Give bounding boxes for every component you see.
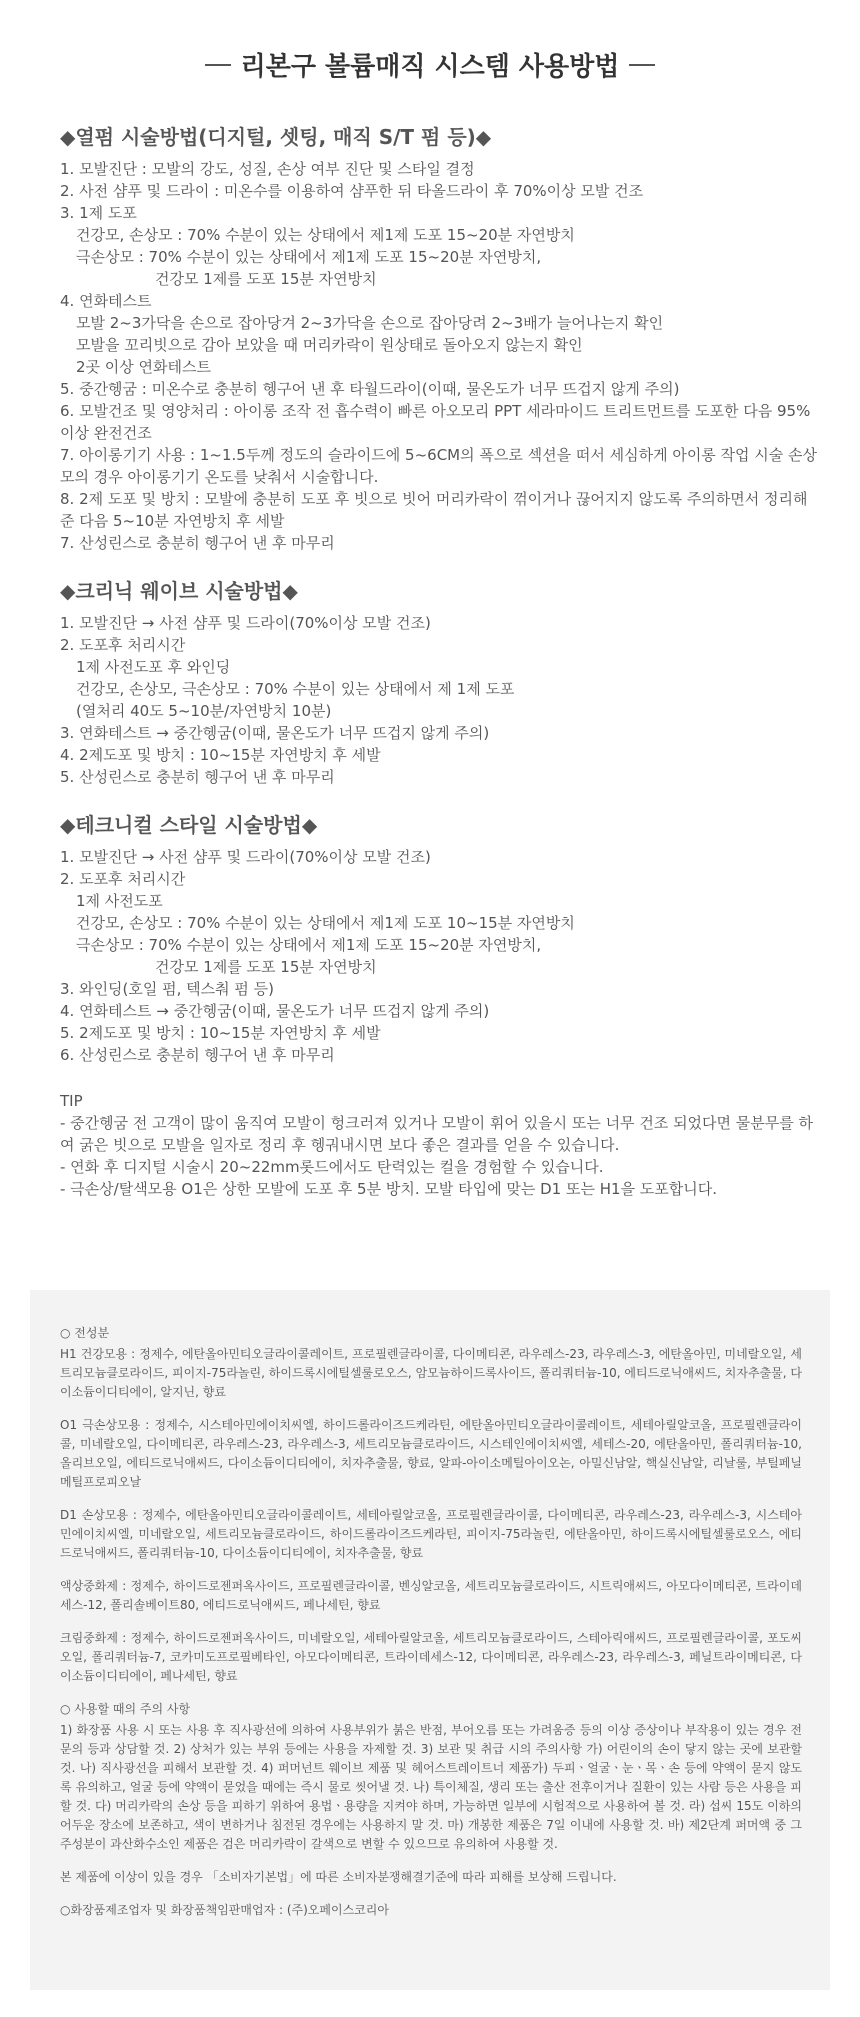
manufacturer-text: ○화장품제조업자 및 화장품책임판매업자 : (주)오페이스코리아 <box>60 1903 389 1917</box>
tip-section <box>60 1090 820 1200</box>
caution-text: 1) 화장품 사용 시 또는 사용 후 직사광선에 의하여 사용부위가 붉은 반점, 부어오름 또는 가려움증 등의 이상 증상이나 부작용이 있는 경우 전문의 등과 상담할 것. 2) 상처가 있는 부위 등에는 사용을 자제할 것. 3) 보관 및 취급 시의 주의사항 가) 어린이의 손이 닿지 않는 곳에 보관할 것. 나) 직사광선을 피해서 보관할 것. 4) 퍼머넌트 웨이브 제품 및 헤어스트레이트너 제품가) 두피ㆍ얼굴ㆍ눈ㆍ목ㆍ손 등에 약액이 묻지 않도록 유의하고, 얼굴 등에 약액이 묻었을 때에는 즉시 물로 씻어낼 것. 나) 특이체질, 생리 또는 출산 전후이거나 질환이 있는 사람 등은 사용을 피할 것. 다) 머리카락의 손상 등을 피하기 위하여 용법ㆍ용량을 지켜야 하며, 가능하면 일부에 시험적으로 사용하여 볼 것. 라) 섭씨 15도 이하의 어두운 장소에 보존하고, 색이 변하거나 침전된 경우에는 사용하지 말 것. 마) 개봉한 제품은 7일 이내에 사용할 것. 바) 제2단계 퍼머액 중 그 주성분이 과산화수소인 제품은 검은 머리카락이 갈색으로 변할 수 있으므로 유의하여 사용할 것. <box>60 1723 806 1851</box>
step-line: 6. 모발건조 및 영양처리 : 아이롱 조작 전 흡수력이 빠른 아오모리 PPT 세라마이드 트리트먼트를 도포한 다음 95%이상 완전건조 <box>60 402 811 442</box>
step-line: 2곳 이상 연화테스트 <box>76 358 212 376</box>
section-title: ◆테크니컬 스타일 시술방법◆ <box>60 813 318 837</box>
step-line: 3. 연화테스트 → 중간헹굼(이때, 물온도가 너무 뜨겁지 않게 주의) <box>60 724 490 742</box>
step-line: 건강모, 손상모 : 70% 수분이 있는 상태에서 제1제 도포 15~20분 자연방치 <box>76 226 575 244</box>
tip-item: - 극손상/탈색모용 O1은 상한 모발에 도포 후 5분 방치. 모발 타입에 맞는 D1 또는 H1을 도포합니다. <box>60 1180 717 1198</box>
step-line: 7. 산성린스로 충분히 헹구어 낸 후 마무리 <box>60 534 335 552</box>
procedure-section <box>60 812 820 1066</box>
tip-label: TIP <box>60 1092 83 1110</box>
step-line: 4. 2제도포 및 방치 : 10~15분 자연방치 후 세발 <box>60 746 381 764</box>
ingredient-paragraph: 액상중화제 : 정제수, 하이드로젠퍼옥사이드, 프로필렌글라이콜, 벤싱알코올, 세트리모늄클로라이드, 시트릭애씨드, 아모다이메티콘, 트라이데세스-12, 폴리솔베이트80, 에티드로닉애씨드, 페나세틴, 향료 <box>60 1579 802 1612</box>
title-right-dash <box>629 64 655 66</box>
step-line: 5. 산성린스로 충분히 헹구어 낸 후 마무리 <box>60 768 335 786</box>
step-line: 2. 도포후 처리시간 <box>60 636 186 654</box>
ingredient-paragraph: O1 극손상모용 : 정제수, 시스테아민에이치씨엘, 하이드롤라이즈드케라틴, 에탄올아민티오글라이콜레이트, 세테아릴알코올, 프로필렌글라이콜, 미네랄오일, 다이메티콘, 라우레스-23, 라우레스-3, 세트리모늄클로라이드, 시스테인에이치씨엘, 세테스-20, 에탄올아민, 폴리쿼터늄-10, 올리브오일, 에티드로닉애씨드, 다이소듐이디티에이, 치자추출물, 향료, 알파-아이소메틸아이오논, 아밀신남알, 핵실신남알, 리날룰, 부틸페닐메틸프로피오날 <box>60 1418 806 1489</box>
step-line: 7. 아이롱기기 사용 : 1~1.5두께 정도의 슬라이드에 5~6CM의 폭으로 섹션을 떠서 세심하게 아이롱 작업 시술 손상모의 경우 아이롱기기 온도를 낮춰서 시술합니다. <box>60 446 818 486</box>
step-line: 3. 와인딩(호일 펌, 텍스춰 펌 등) <box>60 980 275 998</box>
step-line: 5. 중간헹굼 : 미온수로 충분히 헹구어 낸 후 타월드라이(이때, 물온도가 너무 뜨겁지 않게 주의) <box>60 380 680 398</box>
procedure-section <box>60 578 820 788</box>
step-line: (열처리 40도 5~10분/자연방치 10분) <box>76 702 332 720</box>
caution-heading: ○ 사용할 때의 주의 사항 <box>60 1702 191 1716</box>
procedure-sections <box>60 124 820 1066</box>
step-line: 1. 모발진단 → 사전 샴푸 및 드라이(70%이상 모발 건조) <box>60 614 431 632</box>
step-line: 6. 산성린스로 충분히 헹구어 낸 후 마무리 <box>60 1046 335 1064</box>
page-title-text: 리본구 볼륨매직 시스템 사용방법 <box>240 52 620 82</box>
step-line: 4. 연화테스트 <box>60 292 152 310</box>
ingredient-list <box>60 1345 806 1686</box>
step-line: 8. 2제 도포 및 방치 : 모발에 충분히 도포 후 빗으로 빗어 머리카락이 꺾이거나 끊어지지 않도록 주의하면서 정리해 준 다음 5~10분 자연방치 후 세발 <box>60 490 813 530</box>
step-line: 3. 1제 도포 <box>60 204 137 222</box>
step-line: 극손상모 : 70% 수분이 있는 상태에서 제1제 도포 15~20분 자연방치, <box>76 248 542 266</box>
product-notice-box <box>30 1290 830 1990</box>
step-line: 모발을 꼬리빗으로 감아 보았을 때 머리카락이 원상태로 돌아오지 않는지 확인 <box>76 336 583 354</box>
section-title: ◆열펌 시술방법(디지털, 셋팅, 매직 S/T 펌 등)◆ <box>60 125 492 149</box>
step-line: 건강모, 손상모 : 70% 수분이 있는 상태에서 제1제 도포 10~15분 자연방치 <box>76 914 575 932</box>
step-line: 2. 사전 샴푸 및 드라이 : 미온수를 이용하여 샴푸한 뒤 타올드라이 후 70%이상 모발 건조 <box>60 182 644 200</box>
step-line: 건강모 1제를 도포 15분 자연방치 <box>155 270 377 288</box>
tip-items <box>60 1112 820 1200</box>
ingredient-paragraph: H1 건강모용 : 정제수, 에탄올아민티오글라이콜레이트, 프로필렌글라이콜, 다이메티콘, 라우레스-23, 라우레스-3, 에탄올아민, 미네랄오일, 세트리모늄클로라이드, 피이지-75라놀린, 하이드록시에틸셀룰로오스, 암모늄하이드록사이드, 폴리쿼터늄-10, 에티드로닉애씨드, 치자추출물, 다이소듐이디티에이, 알지닌, 향료 <box>60 1347 802 1399</box>
section-title: ◆크리닉 웨이브 시술방법◆ <box>60 579 298 603</box>
step-line: 1제 사전도포 후 와인딩 <box>76 658 231 676</box>
step-line: 5. 2제도포 및 방치 : 10~15분 자연방치 후 세발 <box>60 1024 381 1042</box>
tip-item: - 중간헹굼 전 고객이 많이 움직여 모발이 헝크러져 있거나 모발이 휘어 있을시 또는 너무 건조 되었다면 물분무를 하여 굵은 빗으로 모발을 일자로 정리 후 헹궈내시면 보다 좋은 결과를 얻을 수 있습니다. <box>60 1114 814 1154</box>
step-line: 모발 2~3가닥을 손으로 잡아당겨 2~3가닥을 손으로 잡아당려 2~3배가 늘어나는지 확인 <box>76 314 664 332</box>
step-line: 1. 모발진단 : 모발의 강도, 성질, 손상 여부 진단 및 스타일 결정 <box>60 160 475 178</box>
instructions-content <box>60 124 820 1200</box>
step-line: 4. 연화테스트 → 중간헹굼(이때, 물온도가 너무 뜨겁지 않게 주의) <box>60 1002 490 1020</box>
title-left-dash <box>205 64 231 66</box>
procedure-section <box>60 124 820 554</box>
step-line: 극손상모 : 70% 수분이 있는 상태에서 제1제 도포 15~20분 자연방치, <box>76 936 542 954</box>
page-title <box>205 46 656 83</box>
step-line: 2. 도포후 처리시간 <box>60 870 186 888</box>
ingredient-paragraph: D1 손상모용 : 정제수, 에탄올아민티오글라이콜레이트, 세테아릴알코올, 프로필렌글라이콜, 다이메티콘, 라우레스-23, 라우레스-3, 시스테아민에이치씨엘, 미네랄오일, 세트리모늄클로라이드, 하이드롤라이즈드케라틴, 피이지-75라놀린, 에탄올아민, 하이드록시에틸셀룰로오스, 에티드로닉애씨드, 폴리쿼터늄-10, 다이소듐이디티에이, 치자추출물, 향료 <box>60 1508 802 1560</box>
page-header <box>0 46 860 83</box>
step-line: 1. 모발진단 → 사전 샴푸 및 드라이(70%이상 모발 건조) <box>60 848 431 866</box>
compensation-text: 본 제품에 이상이 있을 경우 「소비자기본법」에 따른 소비자분쟁해결기준에 따라 피해를 보상해 드립니다. <box>60 1870 617 1884</box>
step-line: 1제 사전도포 <box>76 892 163 910</box>
ingredient-paragraph: 크림중화제 : 정제수, 하이드로젠퍼옥사이드, 미네랄오일, 세테아릴알코올, 세트리모늄클로라이드, 스테아릭애씨드, 프로필렌글라이콜, 포도씨오일, 폴리쿼터늄-7, 코카미도프로필베타인, 아모다이메티콘, 트라이데세스-12, 다이메티콘, 라우레스-23, 라우레스-3, 페닐트라이메티콘, 다이소듐이디티에이, 페나세틴, 향료 <box>60 1631 802 1683</box>
tip-item: - 연화 후 디지털 시술시 20~22mm롯드에서도 탄력있는 컬을 경험할 수 있습니다. <box>60 1158 604 1176</box>
step-line: 건강모 1제를 도포 15분 자연방치 <box>155 958 377 976</box>
step-line: 건강모, 손상모, 극손상모 : 70% 수분이 있는 상태에서 제 1제 도포 <box>76 680 515 698</box>
ingredients-heading: ○ 전성분 <box>60 1326 110 1340</box>
